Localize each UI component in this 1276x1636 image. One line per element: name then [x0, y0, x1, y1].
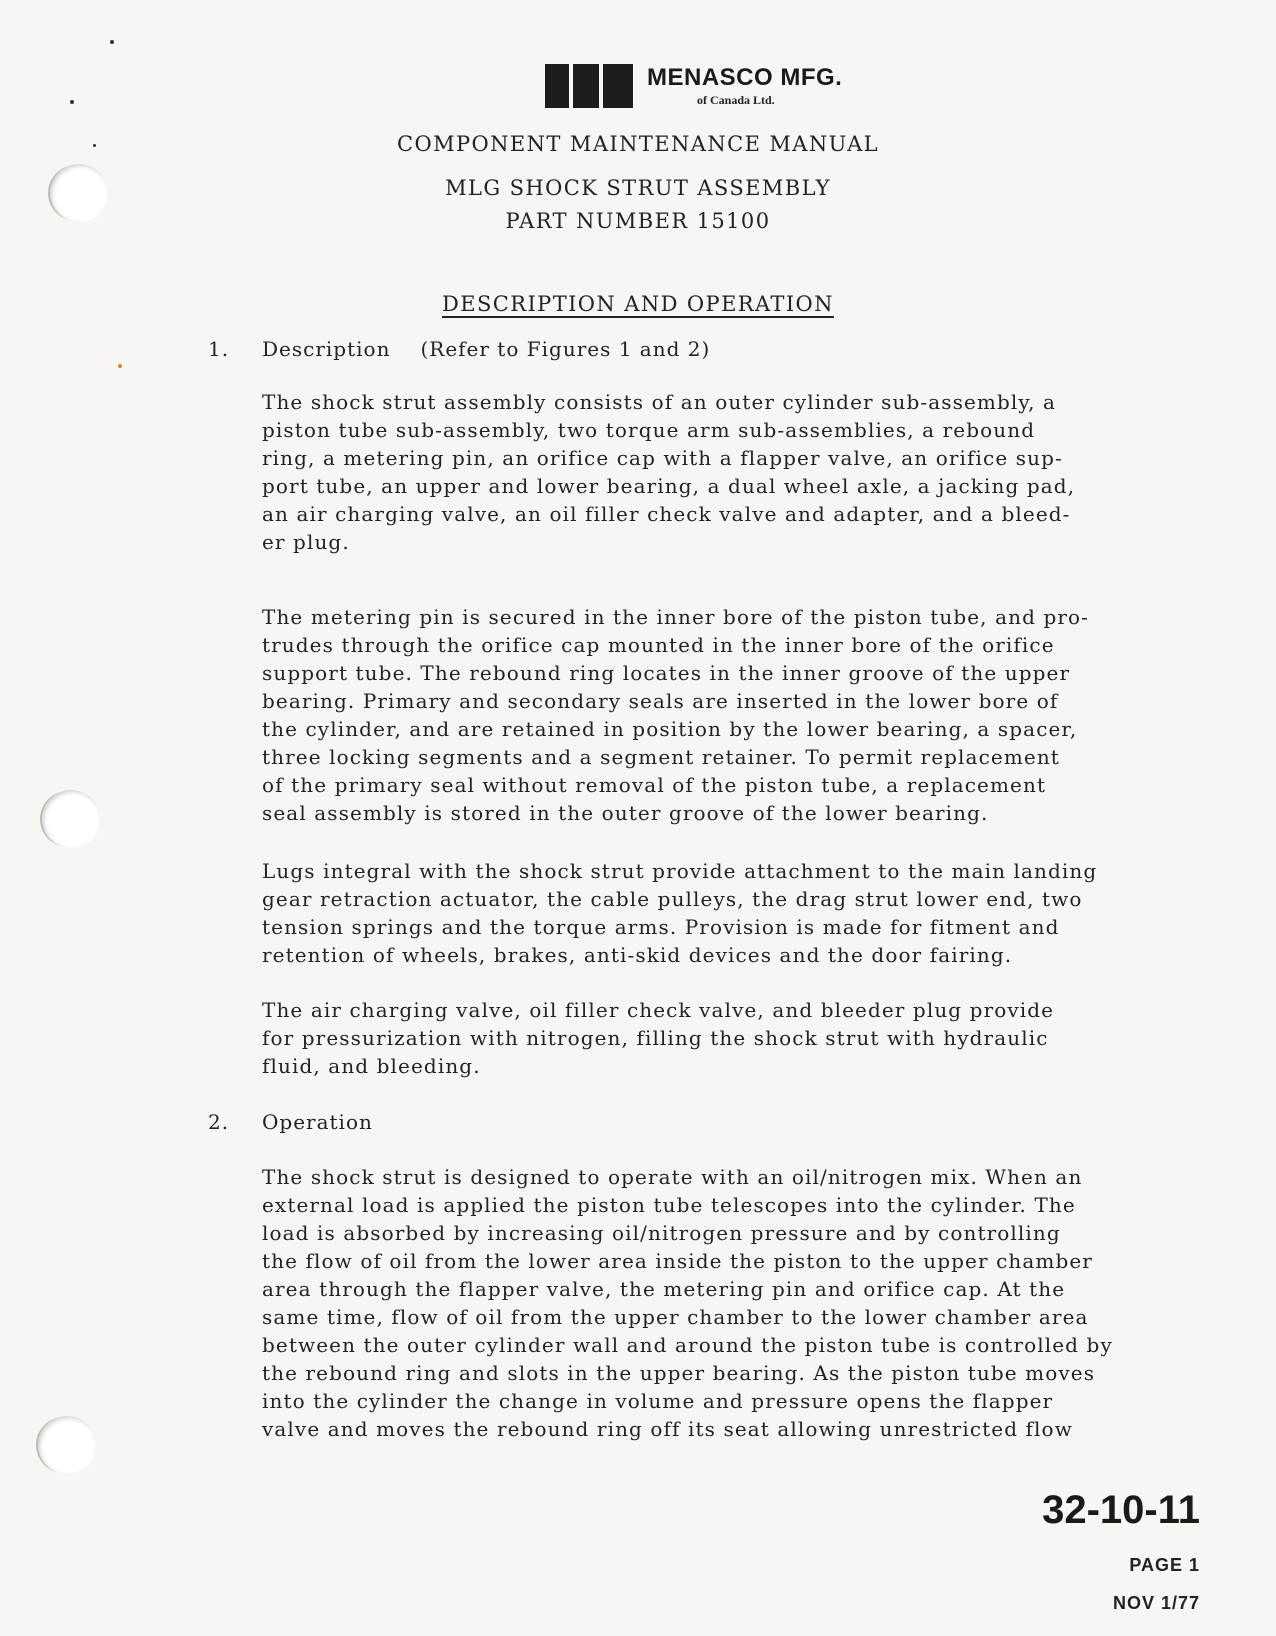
text-line: support tube. The rebound ring locates in the inner groove of the upper — [262, 661, 1071, 685]
section-number: 2. — [208, 1110, 230, 1134]
punch-hole — [38, 1416, 96, 1474]
part-number: PART NUMBER 15100 — [505, 209, 771, 233]
company-logo — [545, 62, 842, 110]
text-line: load is absorbed by increasing oil/nitrogen pressure and by controlling — [262, 1221, 1061, 1245]
text-line: piston tube sub-assembly, two torque arm sub-assemblies, a rebound — [262, 418, 1036, 442]
text-line: three locking segments and a segment retainer. To permit replacement — [262, 745, 1060, 769]
assembly-title: MLG SHOCK STRUT ASSEMBLY — [445, 176, 831, 200]
text-line: retention of wheels, brakes, anti-skid devices and the door fairing. — [262, 943, 1013, 967]
text-line: the flow of oil from the lower area inside the piston to the upper chamber — [262, 1249, 1093, 1273]
text-line: into the cylinder the change in volume and pressure opens the flapper — [262, 1389, 1054, 1413]
logo-mark-icon — [545, 62, 633, 110]
text-line: seal assembly is stored in the outer groove of the lower bearing. — [262, 801, 989, 825]
text-line: trudes through the orifice cap mounted in the inner bore of the orifice — [262, 633, 1055, 657]
paragraph — [262, 996, 1197, 1080]
manual-title: COMPONENT MAINTENANCE MANUAL — [397, 132, 879, 156]
text-line: fluid, and bleeding. — [262, 1054, 481, 1078]
paragraph — [262, 857, 1197, 969]
text-line: valve and moves the rebound ring off its seat allowing unrestricted flow — [262, 1417, 1073, 1441]
paragraph — [262, 388, 1197, 556]
section-number: 1. — [208, 337, 230, 361]
text-line: er plug. — [262, 530, 350, 554]
logo-subtitle: of Canada Ltd. — [697, 93, 775, 107]
section-title: DESCRIPTION AND OPERATION — [442, 292, 834, 316]
revision-date: NOV 1/77 — [1112, 1593, 1200, 1613]
text-line: bearing. Primary and secondary seals are inserted in the lower bore of — [262, 689, 1059, 713]
text-line: The air charging valve, oil filler check valve, and bleeder plug provide — [262, 998, 1055, 1022]
text-line: port tube, an upper and lower bearing, a dual wheel axle, a jacking pad, — [262, 474, 1076, 498]
scan-speck — [70, 100, 74, 104]
figure-reference: (Refer to Figures 1 and 2) — [420, 337, 711, 361]
text-line: The metering pin is secured in the inner bore of the piston tube, and pro- — [262, 605, 1090, 629]
text-line: same time, flow of oil from the upper chamber to the lower chamber area — [262, 1305, 1089, 1329]
punch-hole — [42, 790, 100, 848]
text-line: ring, a metering pin, an orifice cap with a flapper valve, an orifice sup- — [262, 446, 1063, 470]
text-line: external load is applied the piston tube telescopes into the cylinder. The — [262, 1193, 1076, 1217]
scan-speck — [110, 40, 114, 44]
text-line: tension springs and the torque arms. Provision is made for fitment and — [262, 915, 1060, 939]
text-line: The shock strut assembly consists of an outer cylinder sub-assembly, a — [262, 390, 1057, 414]
text-line: area through the flapper valve, the metering pin and orifice cap. At the — [262, 1277, 1066, 1301]
section-heading-description — [262, 337, 710, 361]
text-line: Lugs integral with the shock strut provide attachment to the main landing — [262, 859, 1098, 883]
text-line: for pressurization with nitrogen, filling the shock strut with hydraulic — [262, 1026, 1049, 1050]
text-line: The shock strut is designed to operate with an oil/nitrogen mix. When an — [262, 1165, 1083, 1189]
text-line: an air charging valve, an oil filler check valve and adapter, and a bleed- — [262, 502, 1071, 526]
scan-speck — [118, 364, 122, 368]
ata-chapter-number: 32-10-11 — [1042, 1488, 1200, 1532]
page-number: PAGE 1 — [1129, 1555, 1200, 1575]
section-heading-operation: Operation — [262, 1110, 373, 1134]
paragraph — [262, 1163, 1197, 1443]
section-heading-title: Description — [262, 337, 391, 361]
text-line: gear retraction actuator, the cable pulleys, the drag strut lower end, two — [262, 887, 1083, 911]
text-line: the rebound ring and slots in the upper bearing. As the piston tube moves — [262, 1361, 1096, 1385]
paragraph — [262, 603, 1197, 827]
text-line: of the primary seal without removal of the piston tube, a replacement — [262, 773, 1047, 797]
text-line: between the outer cylinder wall and around the piston tube is controlled by — [262, 1333, 1113, 1357]
logo-name: MENASCO MFG. — [647, 64, 843, 91]
text-line: the cylinder, and are retained in position by the lower bearing, a spacer, — [262, 717, 1078, 741]
